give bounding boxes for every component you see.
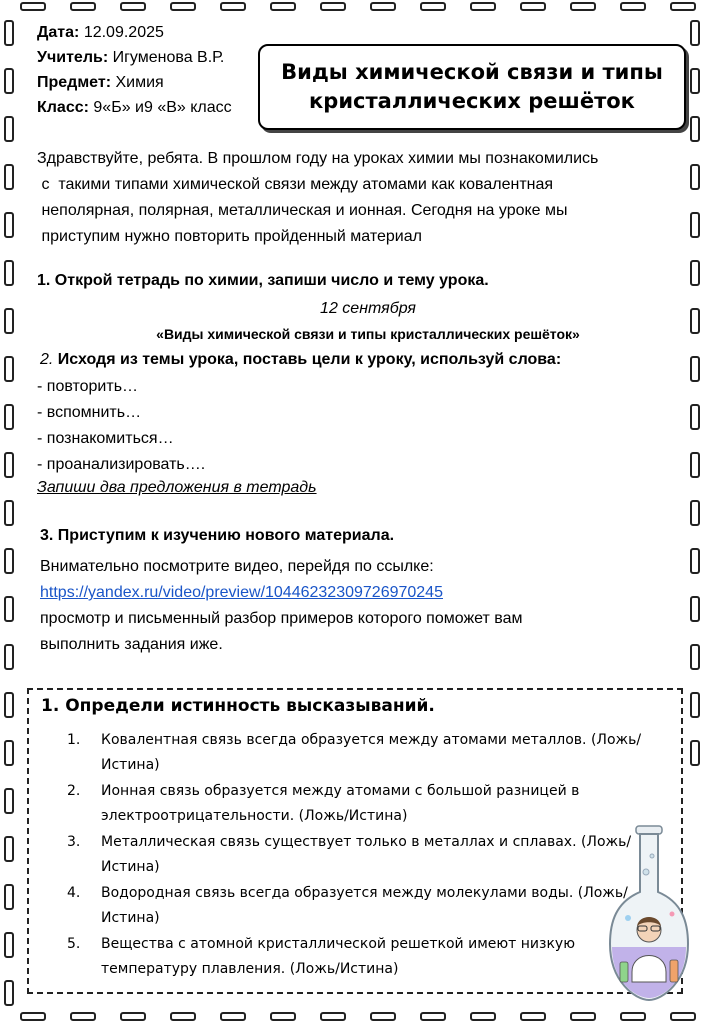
date-row: Дата: 12.09.2025 bbox=[37, 24, 164, 41]
subject-row: Предмет: Химия bbox=[37, 74, 164, 91]
list-item: 1. Ковалентная связь всегда образуется между атомами металлов. (Ложь/Истина) bbox=[67, 732, 642, 773]
list-item: - вспомнить… bbox=[37, 404, 142, 421]
true-false-quiz bbox=[27, 688, 683, 994]
list-item: 3. Металлическая связь существует только в металлах и сплавах. (Ложь/Истина) bbox=[67, 834, 632, 875]
quiz-list bbox=[67, 728, 657, 983]
intro-line: Здравствуйте, ребята. В прошлом году на уроках химии мы познакомились bbox=[37, 150, 599, 167]
task-2-note: Запиши два предложения в тетрадь bbox=[37, 479, 317, 496]
frame-left-border bbox=[4, 20, 12, 1006]
task-2-heading: 2. Исходя из темы урока, поставь цели к уроку, используй слова: bbox=[40, 351, 562, 368]
frame-bottom-border bbox=[20, 1012, 696, 1021]
frame-right-border bbox=[690, 20, 698, 766]
lesson-meta bbox=[37, 20, 232, 120]
task-3-heading: 3. Приступим к изучению нового материала. bbox=[40, 527, 395, 544]
lesson-title-line1: Виды химической связи и типы bbox=[281, 60, 663, 84]
list-item: - повторить… bbox=[37, 378, 139, 395]
notebook-topic: «Виды химической связи и типы кристаллических решёток» bbox=[156, 326, 580, 342]
intro-line: с такими типами химической связи между атомами как ковалентная bbox=[37, 176, 554, 193]
video-link[interactable]: https://yandex.ru/video/preview/10446232309726970245 bbox=[40, 584, 443, 601]
list-item: 4. Водородная связь всегда образуется между молекулами воды. (Ложь/Истина) bbox=[67, 885, 628, 926]
notebook-date: 12 сентября bbox=[320, 300, 416, 317]
teacher-row: Учитель: Игуменова В.Р. bbox=[37, 49, 225, 66]
list-item: 5. Вещества с атомной кристаллической решеткой имеют низкую температуру плавления. (Ложь/Истина) bbox=[67, 936, 575, 977]
lesson-title-box bbox=[258, 44, 686, 130]
quiz-title: 1. Определи истинность высказываний. bbox=[41, 696, 435, 716]
class-row: Класс: 9«Б» и9 «В» класс bbox=[37, 99, 232, 116]
lesson-title-line2: кристаллических решёток bbox=[309, 89, 635, 113]
intro-paragraph bbox=[37, 146, 691, 250]
video-instructions: Внимательно посмотрите видео, перейдя по ссылке: https://yandex.ru/video/preview/10446232309726970245 просмотр и письменный разбор примеров которого поможет вам выполнить задания иже. bbox=[40, 558, 523, 653]
list-item: 2. Ионная связь образуется между атомами с большой разницей в электроотрицательности. (Ложь/Истина) bbox=[67, 783, 580, 824]
goal-verbs-list bbox=[37, 374, 205, 478]
list-item: - проанализировать…. bbox=[37, 456, 206, 473]
task-1-heading: 1. Открой тетрадь по химии, запиши число и тему урока. bbox=[37, 272, 489, 289]
chemist-flask-illustration bbox=[606, 822, 692, 1012]
list-item: - познакомиться… bbox=[37, 430, 174, 447]
frame-top-border bbox=[20, 2, 696, 11]
intro-line: неполярная, полярная, металлическая и ионная. Сегодня на уроке мы bbox=[37, 202, 568, 219]
intro-line: приступим нужно повторить пройденный материал bbox=[37, 228, 422, 245]
